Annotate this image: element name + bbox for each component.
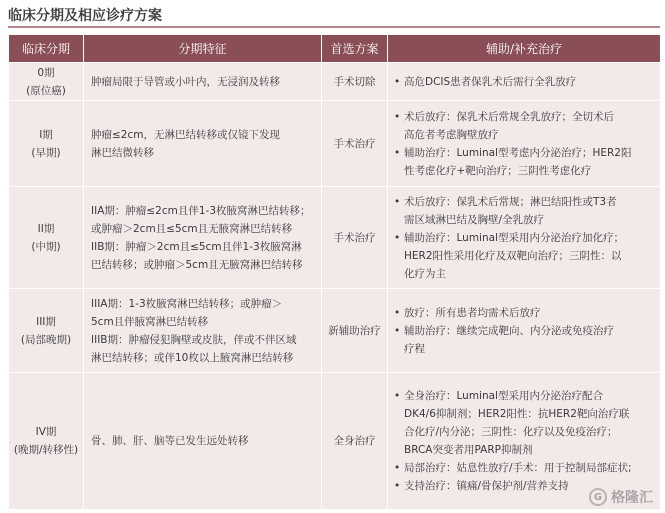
aux-list xyxy=(392,73,654,91)
header-plan: 首选方案 xyxy=(322,35,388,63)
aux-list-item xyxy=(392,144,654,180)
features-cell xyxy=(84,373,322,510)
aux-list-item xyxy=(392,459,654,477)
aux-list xyxy=(392,193,654,283)
feature-line: IIB期：肿瘤＞2cm且≤5cm且伴1-3枚腋窝淋 xyxy=(91,240,302,253)
bullet-icon: • xyxy=(394,146,401,159)
aux-list-item xyxy=(392,304,654,322)
plan-cell: 手术治疗 xyxy=(322,101,388,187)
aux-line: 化疗为主 xyxy=(404,267,446,280)
stage-cell xyxy=(9,289,84,373)
feature-line: 或肿瘤＞2cm且≤5cm且无腋窝淋巴结转移 xyxy=(91,222,293,235)
aux-line: 辅助治疗：继续完成靶向、内分泌或免疫治疗 xyxy=(404,324,614,337)
aux-line: DK4/6抑制剂；HER2阳性：抗HER2靶向治疗联 xyxy=(404,408,630,420)
stage-label: (晚期/转移性) xyxy=(13,444,79,456)
title-underline xyxy=(8,26,660,28)
stage-cell xyxy=(9,187,84,289)
bullet-icon: • xyxy=(394,231,401,244)
aux-line: 辅助治疗：Luminal型考虑内分泌治疗；HER2阳 xyxy=(404,146,632,159)
aux-list xyxy=(392,304,654,358)
features-cell xyxy=(84,187,322,289)
stage-cell xyxy=(9,63,84,101)
stage-cell xyxy=(9,373,84,510)
stage-label: III期 xyxy=(36,315,56,328)
stage-label: IV期 xyxy=(35,426,57,438)
aux-cell xyxy=(388,187,661,289)
aux-line: 术后放疗：保乳术后常规；淋巴结阳性或T3者 xyxy=(404,195,617,208)
aux-list-item xyxy=(392,229,654,283)
plan-cell: 手术治疗 xyxy=(322,187,388,289)
table-row xyxy=(9,373,661,510)
bullet-icon: • xyxy=(394,75,401,88)
feature-line: 5cm且伴腋窝淋巴结转移 xyxy=(91,315,209,328)
stage-label: (局部晚期) xyxy=(20,333,72,346)
header-aux: 辅助/补充治疗 xyxy=(388,35,661,63)
aux-line: 放疗：所有患者均需术后放疗 xyxy=(404,306,541,319)
aux-line: 合化疗/内分泌；三阴性：化疗以及免疫治疗； xyxy=(404,426,618,438)
aux-line: BRCA突变者用PARP抑制剂 xyxy=(404,444,533,456)
aux-line: HER2阳性采用化疗及双靶向治疗；三阴性：以 xyxy=(404,249,622,262)
stage-label: 0期 xyxy=(37,66,55,79)
aux-list-item xyxy=(392,387,654,459)
aux-line: 高危者考虑胸壁放疗 xyxy=(404,128,499,141)
aux-line: 疗程 xyxy=(404,342,425,355)
stage-label: II期 xyxy=(37,222,55,235)
aux-list-item xyxy=(392,108,654,144)
stage-label: (原位癌) xyxy=(26,84,66,97)
stage-label: (中期) xyxy=(31,240,61,253)
header-features: 分期特征 xyxy=(84,35,322,63)
feature-line: 淋巴结转移；或伴10枚以上腋窝淋巴结转移 xyxy=(91,351,294,364)
bullet-icon: • xyxy=(394,390,401,402)
watermark xyxy=(589,487,653,507)
aux-list xyxy=(392,387,654,495)
bullet-icon: • xyxy=(394,324,401,337)
aux-line: 术后放疗：保乳术后常规全乳放疗；全切术后 xyxy=(404,110,614,123)
feature-line: 巴结转移；或肿瘤＞5cm且无腋窝淋巴结转移 xyxy=(91,258,303,271)
gelonghui-logo-icon: G xyxy=(589,488,607,506)
stage-cell xyxy=(9,101,84,187)
stage-label: (早期) xyxy=(31,146,61,159)
feature-line: 肿瘤局限于导管或小叶内，无浸润及转移 xyxy=(91,75,280,88)
table-row xyxy=(9,63,661,101)
feature-line: 骨、肺、肝、脑等已发生远处转移 xyxy=(91,435,249,447)
aux-list xyxy=(392,108,654,180)
header-stage: 临床分期 xyxy=(9,35,84,63)
aux-line: 支持治疗：镇痛/骨保护剂/营养支持 xyxy=(404,480,569,492)
staging-table xyxy=(8,34,661,510)
feature-line: IIIA期：1-3枚腋窝淋巴结转移；或肿瘤＞ xyxy=(91,297,283,310)
bullet-icon: • xyxy=(394,462,401,474)
table-row xyxy=(9,101,661,187)
bullet-icon: • xyxy=(394,110,401,123)
bullet-icon: • xyxy=(394,480,401,492)
features-cell xyxy=(84,101,322,187)
table-header-row xyxy=(9,35,661,63)
aux-cell xyxy=(388,289,661,373)
plan-cell: 新辅助治疗 xyxy=(322,289,388,373)
page-title: 临床分期及相应诊疗方案 xyxy=(8,8,162,24)
bullet-icon: • xyxy=(394,195,401,208)
aux-cell xyxy=(388,63,661,101)
feature-line: IIIB期：肿瘤侵犯胸壁或皮肤，伴或不伴区域 xyxy=(91,333,297,346)
features-cell xyxy=(84,63,322,101)
aux-line: 性考虑化疗+靶向治疗；三阴性考虑化疗 xyxy=(404,164,592,177)
aux-line: 局部治疗：姑息性放疗/手术：用于控制局部症状; xyxy=(404,462,632,474)
bullet-icon: • xyxy=(394,306,401,319)
aux-list-item xyxy=(392,73,654,91)
table-row xyxy=(9,289,661,373)
table-row xyxy=(9,187,661,289)
feature-line: IIA期：肿瘤≤2cm且伴1-3枚腋窝淋巴结转移； xyxy=(91,204,311,217)
aux-line: 高危DCIS患者保乳术后需行全乳放疗 xyxy=(404,75,577,88)
stage-label: I期 xyxy=(39,128,53,141)
aux-cell xyxy=(388,101,661,187)
features-cell xyxy=(84,289,322,373)
feature-line: 肿瘤≤2cm，无淋巴结转移或仅镜下发现 xyxy=(91,128,280,141)
plan-cell: 全身治疗 xyxy=(322,373,388,510)
watermark-text: 格隆汇 xyxy=(611,490,653,506)
plan-cell: 手术切除 xyxy=(322,63,388,101)
aux-line: 辅助治疗：Luminal型采用内分泌治疗加化疗； xyxy=(404,231,624,244)
aux-list-item xyxy=(392,193,654,229)
aux-line: 需区域淋巴结及胸壁/全乳放疗 xyxy=(404,213,545,226)
aux-list-item xyxy=(392,322,654,358)
feature-line: 淋巴结微转移 xyxy=(91,146,154,159)
aux-line: 全身治疗：Luminal型采用内分泌治疗配合 xyxy=(404,390,603,402)
